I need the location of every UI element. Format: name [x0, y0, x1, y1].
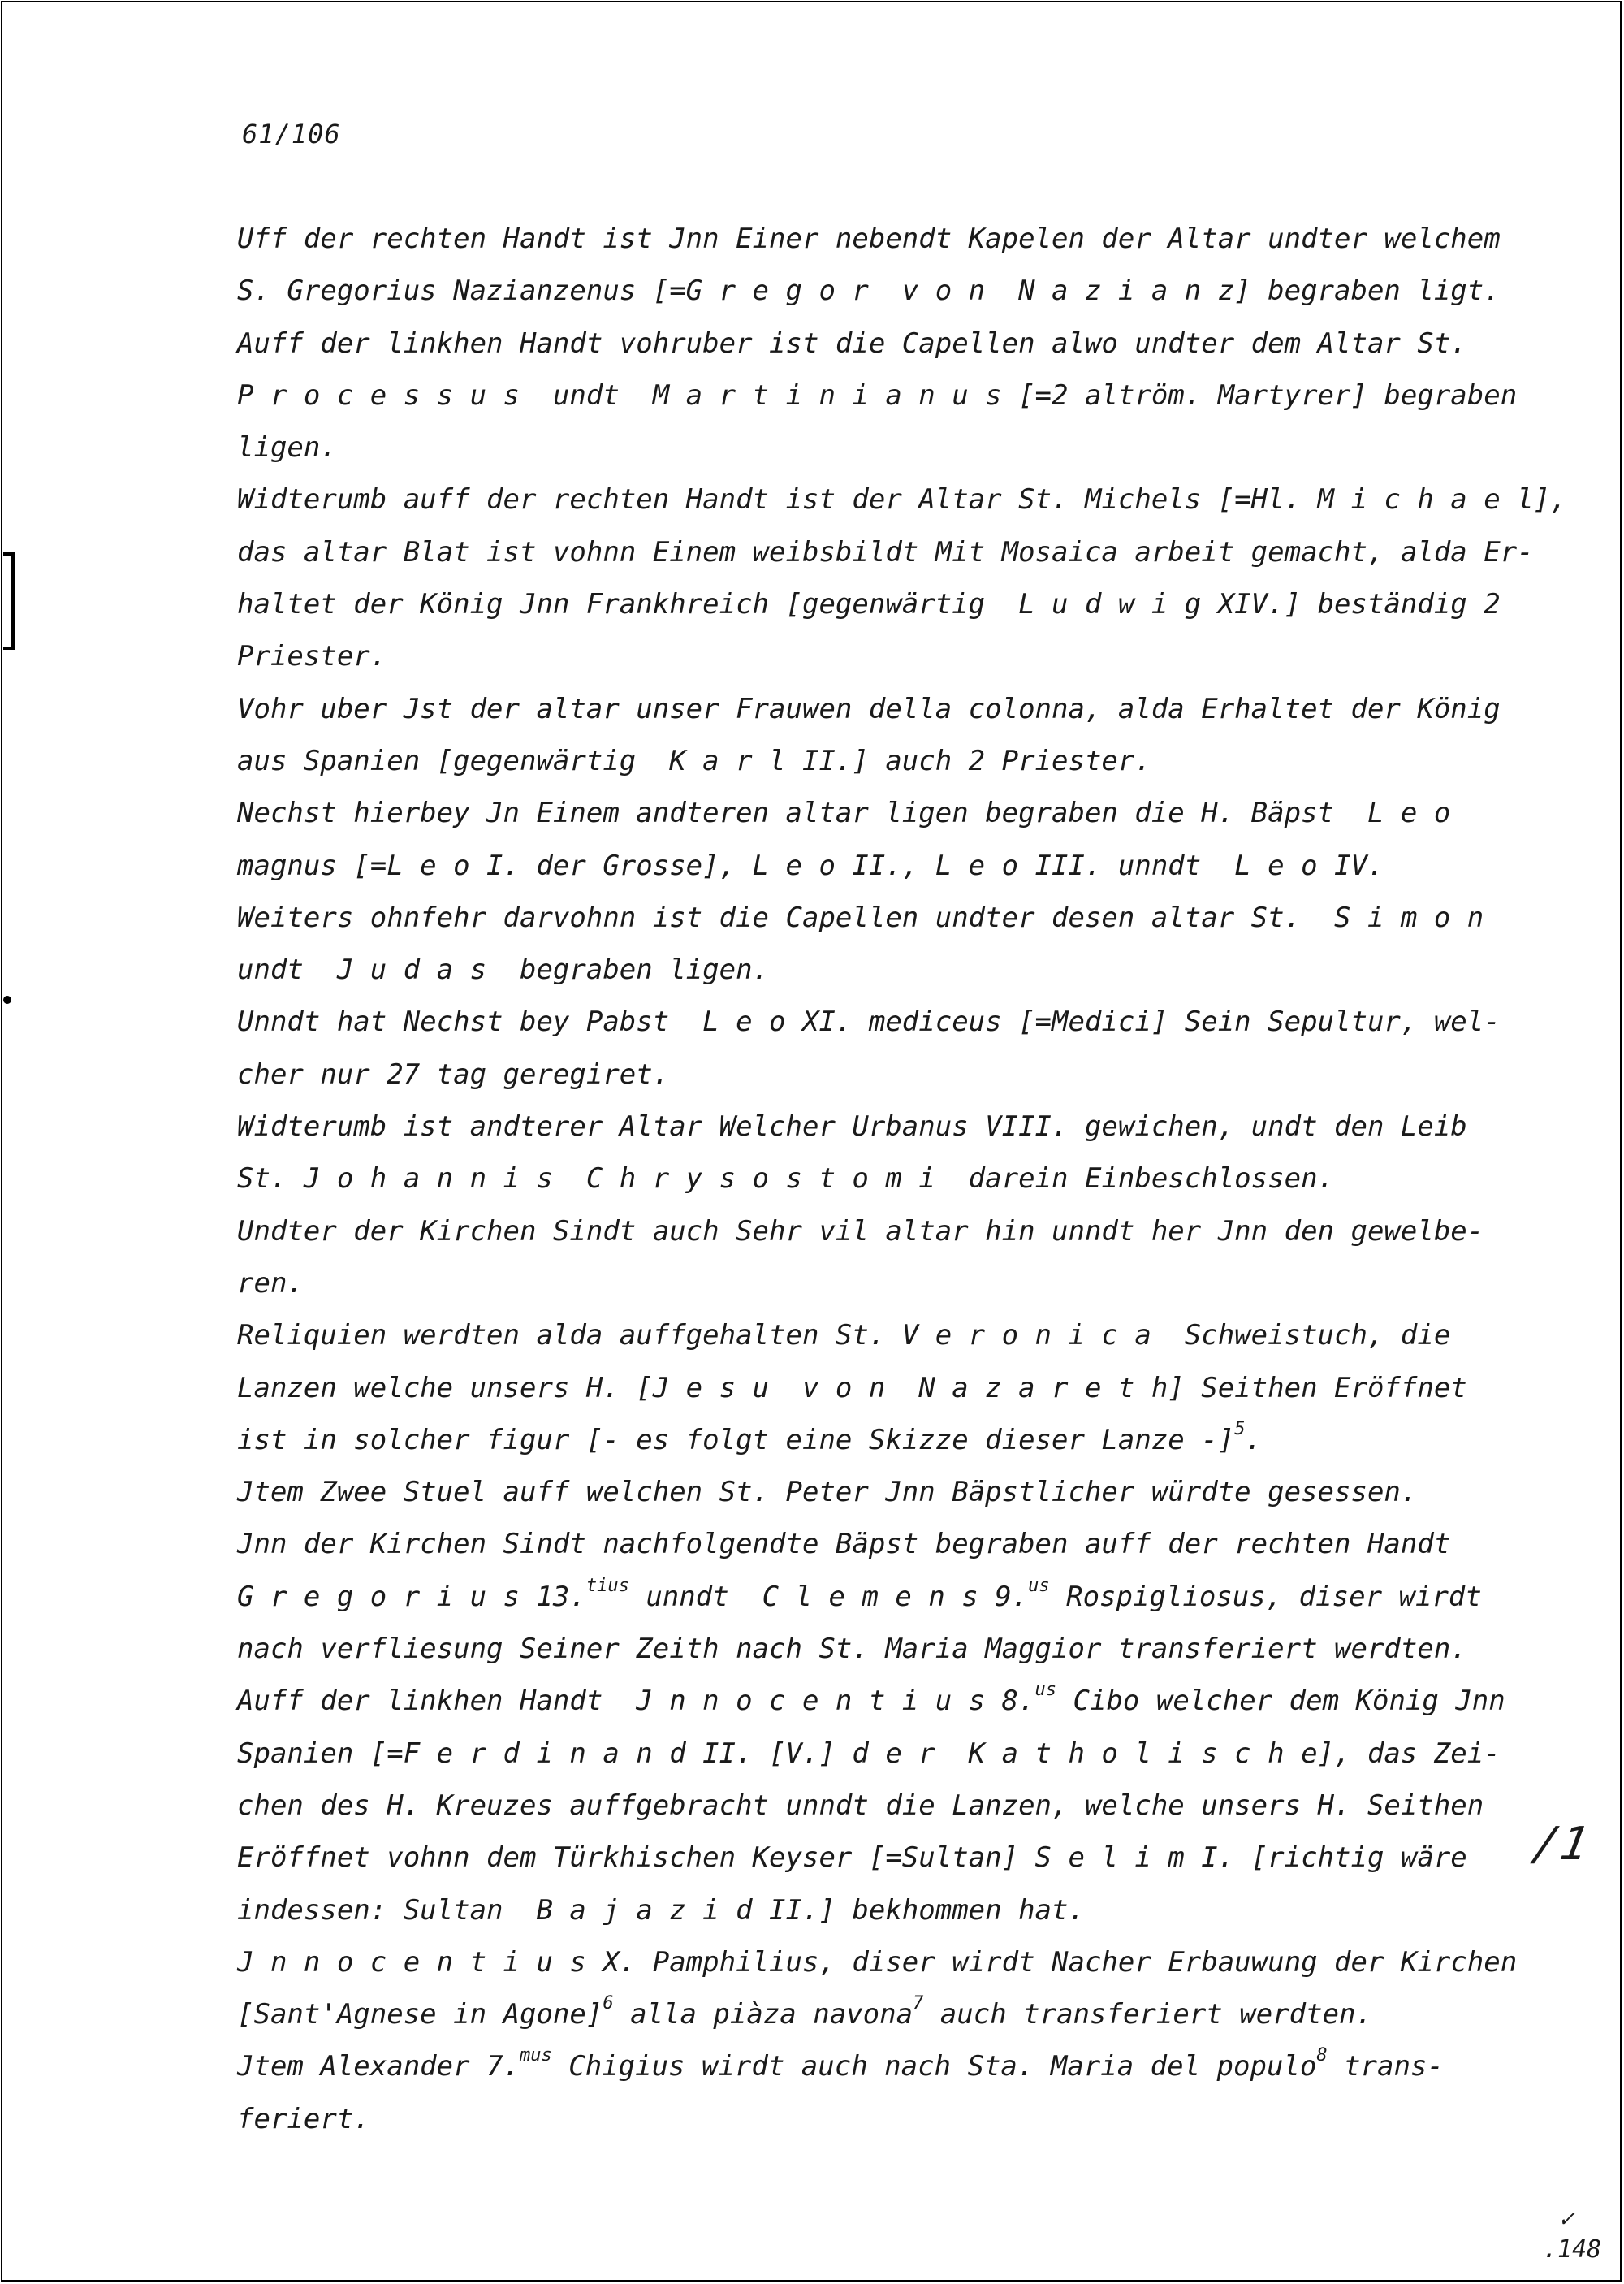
text-line: ren.: [237, 1266, 304, 1300]
text-line: P r o c e s s u s undt M a r t i n i a n u s [=2 altröm. Martyrer] begraben: [237, 379, 1518, 412]
text-segment: auch transferiert werdten.: [923, 1998, 1372, 2031]
text-line: Jnn der Kirchen Sindt nachfolgendte Bäpst begraben auff der rechten Handt: [237, 1528, 1451, 1561]
margin-bracket: [3, 552, 15, 650]
footnote-ref: 8: [1316, 2045, 1328, 2066]
text-line: magnus [=L e o I. der Grosse], L e o II., L e o III. unndt L e o IV.: [237, 849, 1384, 882]
text-segment: ist in solcher figur [- es folgt eine Skizze dieser Lanze -]: [237, 1423, 1235, 1456]
superscript: tius: [585, 1575, 629, 1596]
text-line: chen des H. Kreuzes auffgebracht unndt die Lanzen, welche unsers H. Seithen: [237, 1789, 1484, 1822]
text-line: Reliquien werdten alda auffgehalten St. V e r o n i c a Schweistuch, die: [237, 1319, 1451, 1352]
text-line: cher nur 27 tag geregiret.: [237, 1058, 670, 1091]
text-segment: trans-: [1327, 2050, 1444, 2083]
text-segment: Cibo welcher dem König Jnn: [1056, 1685, 1505, 1718]
text-line: aus Spanien [gegenwärtig K a r l II.] auch 2 Priester.: [237, 744, 1151, 777]
text-line: [237, 1571, 1536, 1623]
text-segment: unndt C l e m e n s 9.: [628, 1580, 1029, 1613]
text-line: Nechst hierbey Jn Einem andteren altar ligen begraben die H. Bäpst L e o: [237, 797, 1451, 830]
superscript: mus: [520, 2045, 552, 2066]
margin-note: /1: [1528, 1818, 1593, 1871]
text-line: Undter der Kirchen Sindt auch Sehr vil altar hin unndt her Jnn den gewelbe-: [237, 1214, 1484, 1248]
text-segment: Jtem Alexander 7.: [237, 2050, 520, 2083]
text-line: das altar Blat ist vohnn Einem weibsbildt Mit Mosaica arbeit gemacht, alda Er-: [237, 535, 1534, 569]
page-number: 61/106: [242, 119, 341, 149]
margin-dot: [3, 996, 11, 1004]
text-segment: .: [1245, 1423, 1262, 1456]
footnote-ref: 5: [1234, 1418, 1246, 1439]
text-line: [237, 1675, 1536, 1727]
folio-number: .148: [1543, 2235, 1602, 2264]
text-line: Weiters ohnfehr darvohnn ist die Capellen undter desen altar St. S i m o n: [237, 901, 1484, 934]
superscript: us: [1028, 1575, 1050, 1596]
text-segment: Chigius wirdt auch nach Sta. Maria del populo: [551, 2050, 1317, 2083]
text-line: Eröffnet vohnn dem Türkhischen Keyser [=Sultan] S e l i m I. [richtig wäre: [237, 1841, 1467, 1875]
text-line: Widterumb auff der rechten Handt ist der Altar St. Michels [=Hl. M i c h a e l],: [237, 483, 1567, 517]
text-segment: Rospigliosus, diser wirdt: [1049, 1580, 1482, 1613]
text-segment: alla piàza navona: [613, 1998, 914, 2031]
text-line: J n n o c e n t i u s X. Pamphilius, diser wirdt Nacher Erbauwung der Kirchen: [237, 1945, 1518, 1979]
text-line: Widterumb ist andterer Altar Welcher Urbanus VIII. gewichen, undt den Leib: [237, 1110, 1467, 1144]
text-line: Priester.: [237, 640, 387, 673]
text-line: Jtem Zwee Stuel auff welchen St. Peter Jnn Bäpstlicher würdte gesessen.: [237, 1476, 1418, 1509]
text-line: haltet der König Jnn Frankhreich [gegenwärtig L u d w i g XIV.] beständig 2: [237, 588, 1501, 621]
text-line: St. J o h a n n i s C h r y s o s t o m i darein Einbeschlossen.: [237, 1162, 1335, 1196]
text-line: indessen: Sultan B a j a z i d II.] bekhommen hat.: [237, 1893, 1085, 1927]
text-line: Vohr uber Jst der altar unser Frauwen della colonna, alda Erhaltet der König: [237, 692, 1501, 725]
text-line: feriert.: [237, 2102, 370, 2135]
document-body: [237, 213, 1567, 2145]
text-segment: [Sant'Agnese in Agone]: [237, 1998, 603, 2031]
text-line: ligen.: [237, 431, 337, 465]
text-line: [237, 2040, 1536, 2092]
text-line: Uff der rechten Handt ist Jnn Einer nebendt Kapelen der Altar undter welchem: [237, 223, 1501, 255]
text-line: undt J u d a s begraben ligen.: [237, 954, 770, 987]
text-segment: G r e g o r i u s 13.: [237, 1580, 586, 1613]
text-line: Unndt hat Nechst bey Pabst L e o XI. mediceus [=Medici] Sein Sepultur, wel-: [237, 1006, 1501, 1039]
footnote-ref: 7: [913, 1993, 924, 2014]
text-line: Lanzen welche unsers H. [J e s u v o n N a z a r e t h] Seithen Eröffnet: [237, 1371, 1467, 1404]
text-segment: Auff der linkhen Handt J n n o c e n t i u s 8.: [237, 1685, 1035, 1718]
text-line: [237, 1414, 1536, 1466]
superscript: us: [1034, 1680, 1057, 1701]
text-line: nach verfliesung Seiner Zeith nach St. Maria Maggior transferiert werdten.: [237, 1633, 1467, 1666]
check-mark-icon: ✓: [1559, 2204, 1574, 2233]
text-line: Spanien [=F e r d i n a n d II. [V.] d e r K a t h o l i s c h e], das Zei-: [237, 1737, 1501, 1770]
text-line: S. Gregorius Nazianzenus [=G r e g o r v o n N a z i a n z] begraben ligt.: [237, 275, 1501, 308]
footnote-ref: 6: [603, 1993, 614, 2014]
text-line: Auff der linkhen Handt vohruber ist die Capellen alwo undter dem Altar St.: [237, 327, 1467, 360]
text-line: [237, 1988, 1536, 2040]
